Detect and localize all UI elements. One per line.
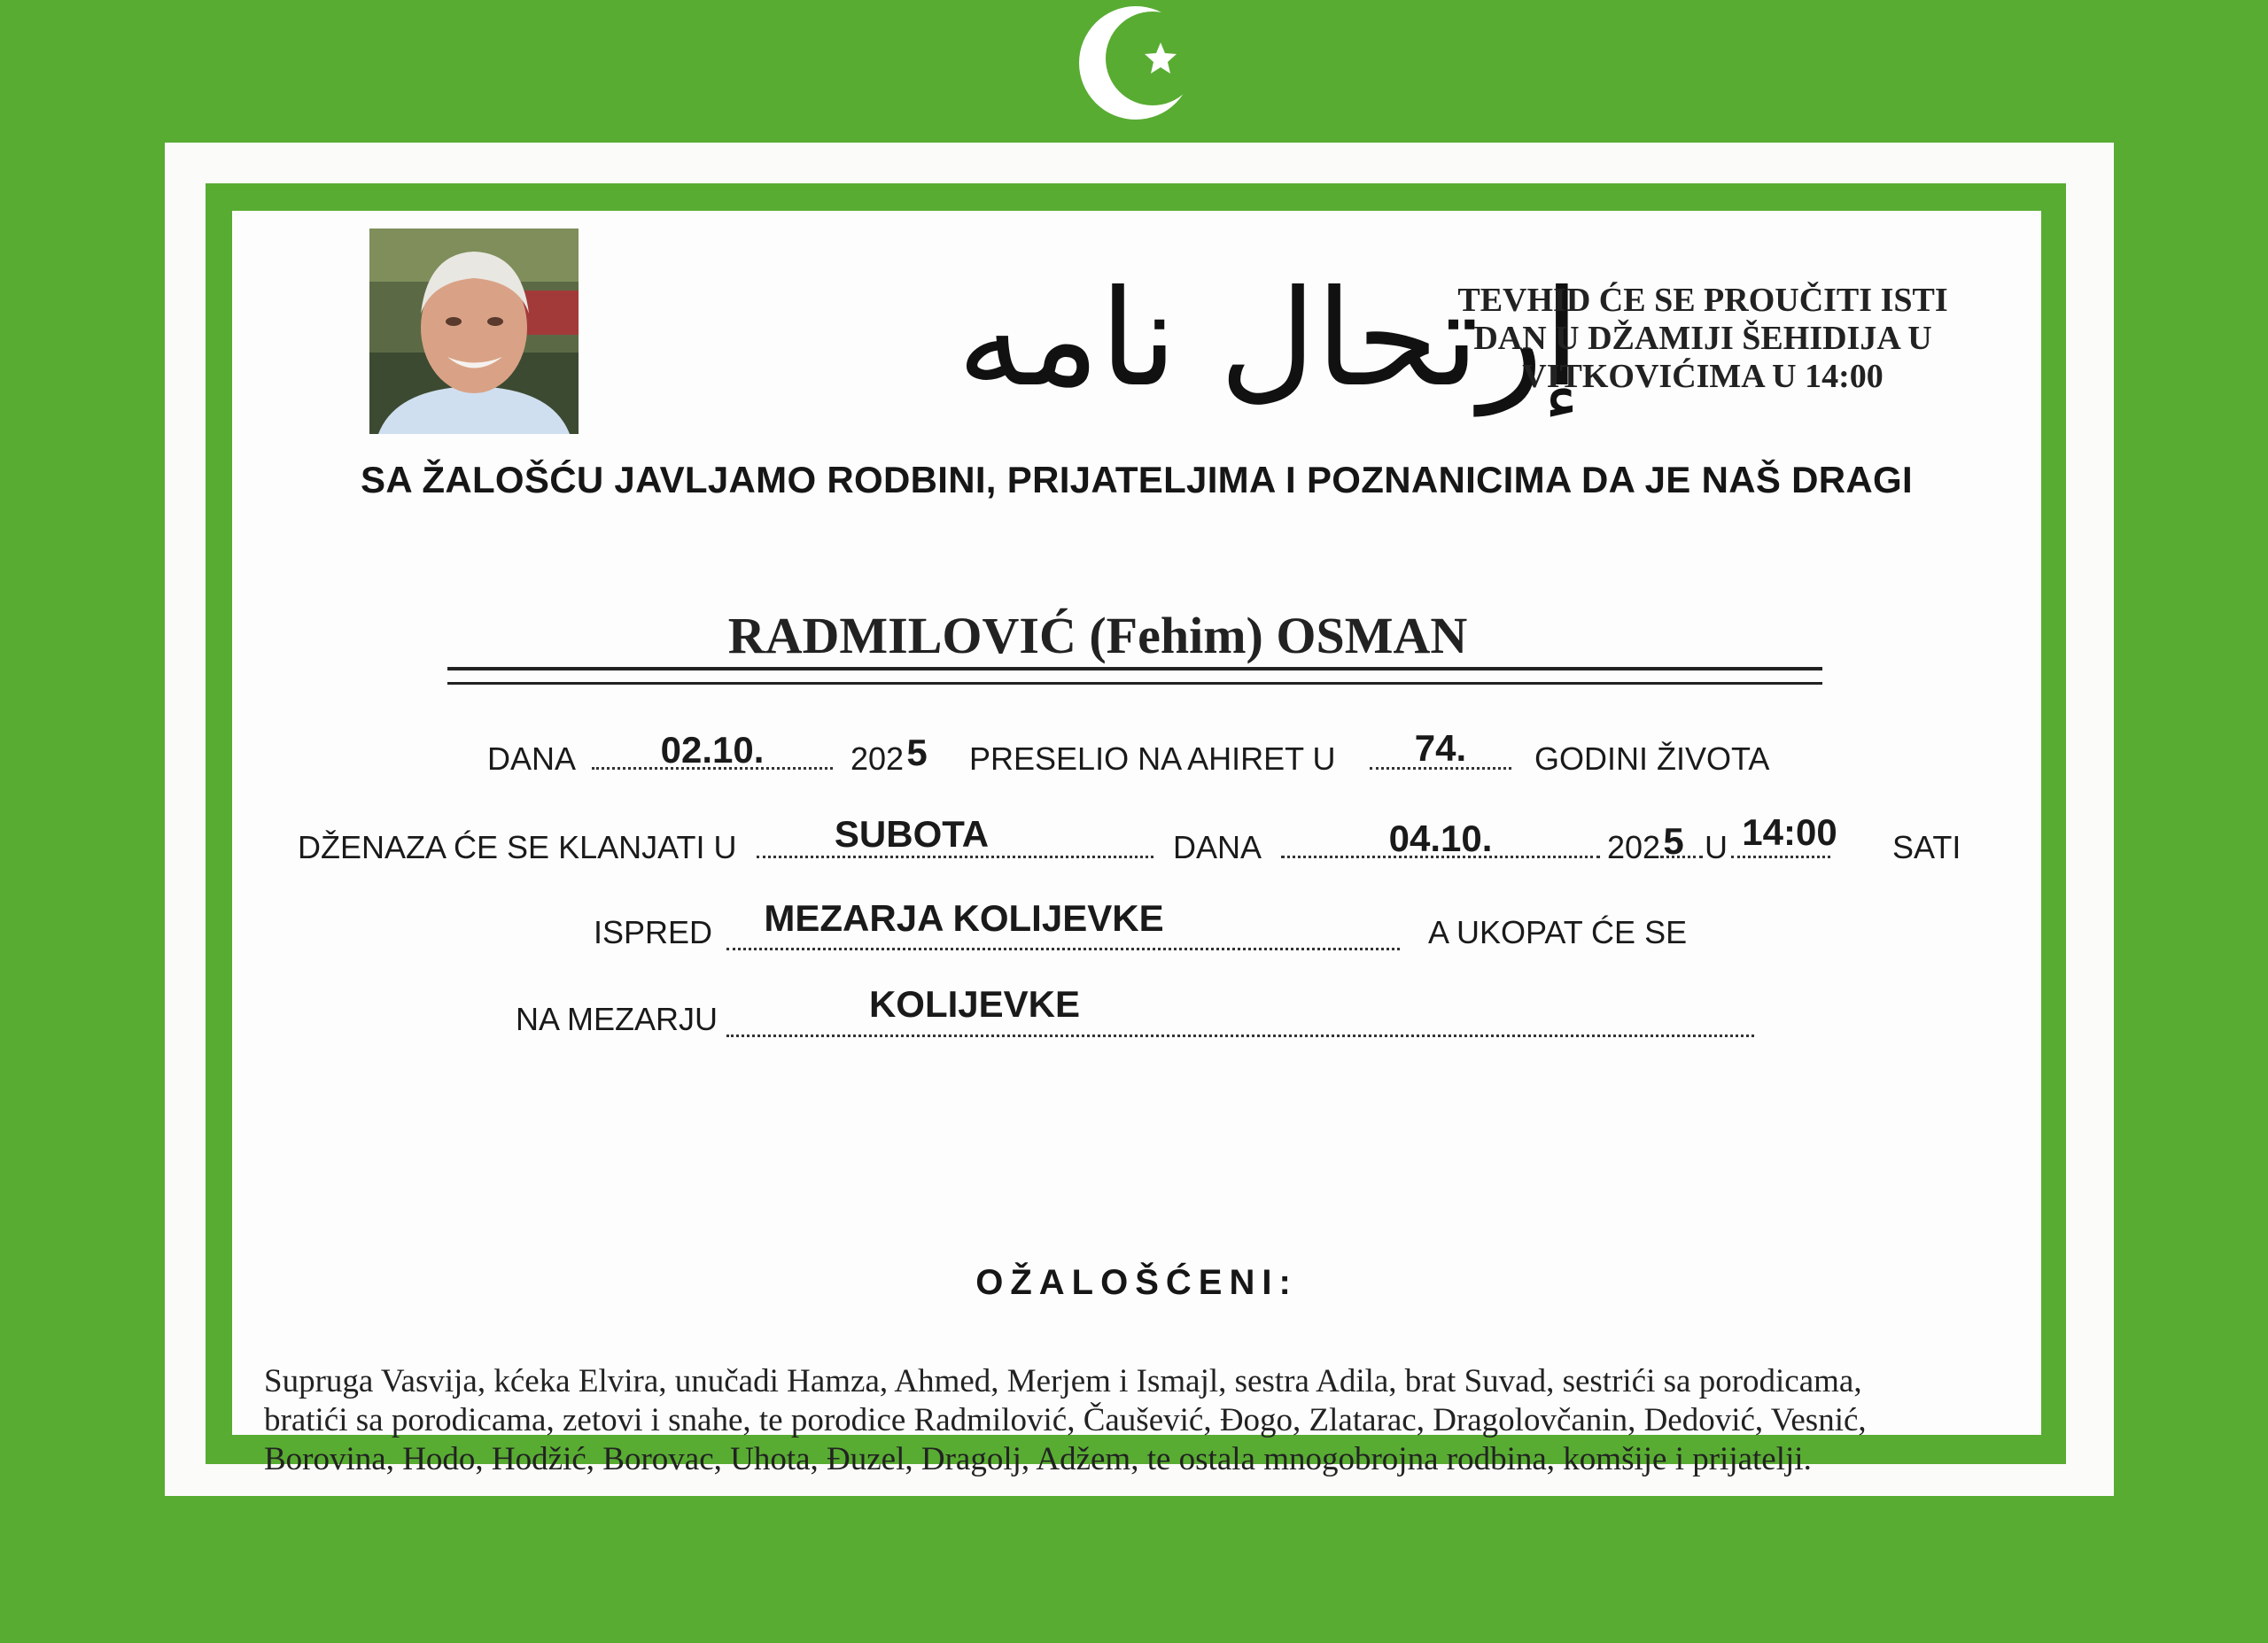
row2-year-dots <box>1660 856 1703 858</box>
tevhid-line: VITKOVIĆIMA U 14:00 <box>1522 358 1884 395</box>
tevhid-line: TEVHID ĆE SE PROUČITI ISTI <box>1457 282 1948 319</box>
row4-cemetery-dots <box>726 1035 1754 1037</box>
row2-time-value: 14:00 <box>1742 811 1837 853</box>
mourners-list <box>264 1362 2018 1479</box>
portrait-photo <box>369 229 579 434</box>
row2-sati-label: SATI <box>1892 829 1961 865</box>
mourners-line: Supruga Vasvija, kćeka Elvira, unučadi Hamza, Ahmed, Merjem i Ismajl, sestra Adila, brat Suvad, sestrići sa porodicama, <box>264 1363 1862 1399</box>
tevhid-line: DAN U DŽAMIJI ŠEHIDIJA U <box>1473 320 1932 357</box>
row1-dana-label: DANA <box>487 740 577 777</box>
deceased-name: RADMILOVIĆ (Fehim) OSMAN <box>727 607 1468 664</box>
row4-cemetery-value: KOLIJEVKE <box>868 983 1081 1025</box>
grieving-title: OŽALOŠĆENI: <box>975 1263 1298 1302</box>
row1-year-prefix: 202 <box>850 740 905 777</box>
name-underline <box>447 667 1822 685</box>
row1-godini-label: GODINI ŽIVOTA <box>1534 740 1770 777</box>
row3-place-dots <box>726 948 1400 950</box>
row2-day-value: SUBOTA <box>834 813 990 855</box>
row2-date-value: 04.10. <box>1388 818 1493 859</box>
arabic-title: إرتحال نامه <box>957 262 1581 416</box>
obituary-panel <box>232 211 2041 1477</box>
row4-mezarju-label: NA MEZARJU <box>516 1001 718 1037</box>
tevhid-notice <box>1419 282 1986 396</box>
mourners-line: Borovina, Hodo, Hodžić, Borovac, Uhota, Đuzel, Dragolj, Adžem, te ostala mnogobrojna rodbina, komšije i prijatelji. <box>264 1441 1812 1477</box>
row1-preselio-label: PRESELIO NA AHIRET U <box>969 740 1336 777</box>
row1-date-value: 02.10. <box>660 729 765 771</box>
row3-ukopat-label: A UKOPAT ĆE SE <box>1428 914 1688 950</box>
row3-ispred-label: ISPRED <box>594 914 713 950</box>
row3-place-value: MEZARJA KOLIJEVKE <box>764 897 1164 939</box>
mourners-line: bratići sa porodicama, zetovi i snahe, te porodice Radmilović, Čaušević, Đogo, Zlatarac, Dragolovčanin, Dedović, Vesnić, <box>264 1402 1867 1438</box>
row2-dzenaza-label: DŽENAZA ĆE SE KLANJATI U <box>298 829 737 865</box>
row2-time-dots <box>1731 856 1830 858</box>
row2-u-label: U <box>1705 829 1728 865</box>
row1-age-value: 74. <box>1414 727 1467 769</box>
crescent-star-icon <box>1063 0 1205 133</box>
row2-year-digit: 5 <box>1663 820 1684 862</box>
row2-dana-label: DANA <box>1173 829 1262 865</box>
row2-day-dots <box>757 856 1153 858</box>
row1-year-digit: 5 <box>906 732 928 773</box>
announcement-text: SA ŽALOŠĆU JAVLJAMO RODBINI, PRIJATELJIMA I POZNANICIMA DA JE NAŠ DRAGI <box>361 459 1913 500</box>
row2-year-prefix: 202 <box>1607 829 1661 865</box>
